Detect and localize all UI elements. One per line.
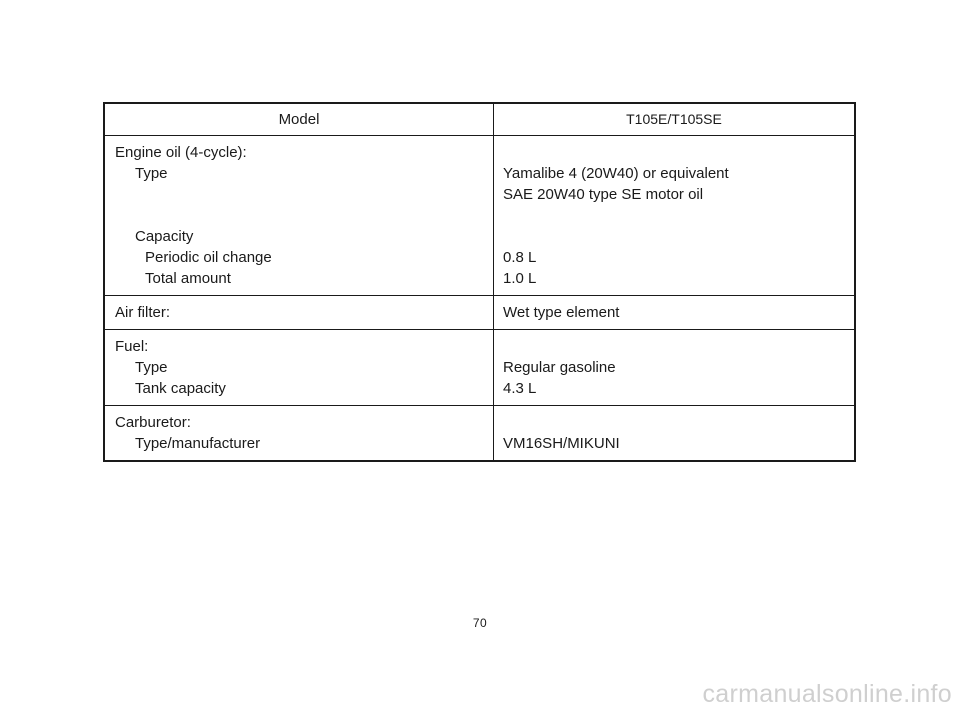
fuel-type-label: Type: [135, 359, 168, 376]
air-filter-label: Air filter:: [104, 296, 494, 330]
engine-oil-type-value-1: Yamalibe 4 (20W40) or equivalent: [503, 165, 729, 182]
fuel-row: [104, 330, 855, 406]
carburetor-row: [104, 406, 855, 462]
air-filter-value: Wet type element: [494, 296, 856, 330]
engine-oil-heading: Engine oil (4-cycle):: [115, 144, 247, 161]
fuel-heading: Fuel:: [115, 338, 149, 355]
engine-oil-type-value-2: SAE 20W40 type SE motor oil: [503, 186, 704, 203]
engine-oil-row: [104, 136, 855, 296]
carburetor-heading: Carburetor:: [115, 414, 191, 431]
tank-capacity-label: Tank capacity: [135, 380, 226, 397]
total-amount-label: Total amount: [145, 270, 231, 287]
table-header-row: [104, 103, 855, 136]
periodic-oil-change-value: 0.8 L: [503, 249, 537, 266]
fuel-values: [494, 330, 856, 406]
engine-oil-capacity-label: Capacity: [135, 228, 194, 245]
carburetor-values: [494, 406, 856, 462]
fuel-labels: [104, 330, 494, 406]
watermark: carmanualsonline.info: [702, 680, 952, 708]
air-filter-row: [104, 296, 855, 330]
header-model-value: T105E/T105SE: [626, 111, 722, 127]
fuel-type-value: Regular gasoline: [503, 359, 616, 376]
tank-capacity-value: 4.3 L: [503, 380, 537, 397]
carburetor-type-label: Type/manufacturer: [135, 435, 261, 452]
periodic-oil-change-label: Periodic oil change: [145, 249, 272, 266]
header-model-label: Model: [104, 103, 494, 136]
total-amount-value: 1.0 L: [503, 270, 537, 287]
engine-oil-type-label: Type: [135, 165, 168, 182]
engine-oil-values: [494, 136, 856, 296]
carburetor-type-value: VM16SH/MIKUNI: [503, 435, 620, 452]
specifications-table: [103, 102, 856, 462]
page-number: 70: [472, 616, 488, 630]
engine-oil-labels: [104, 136, 494, 296]
carburetor-labels: [104, 406, 494, 462]
